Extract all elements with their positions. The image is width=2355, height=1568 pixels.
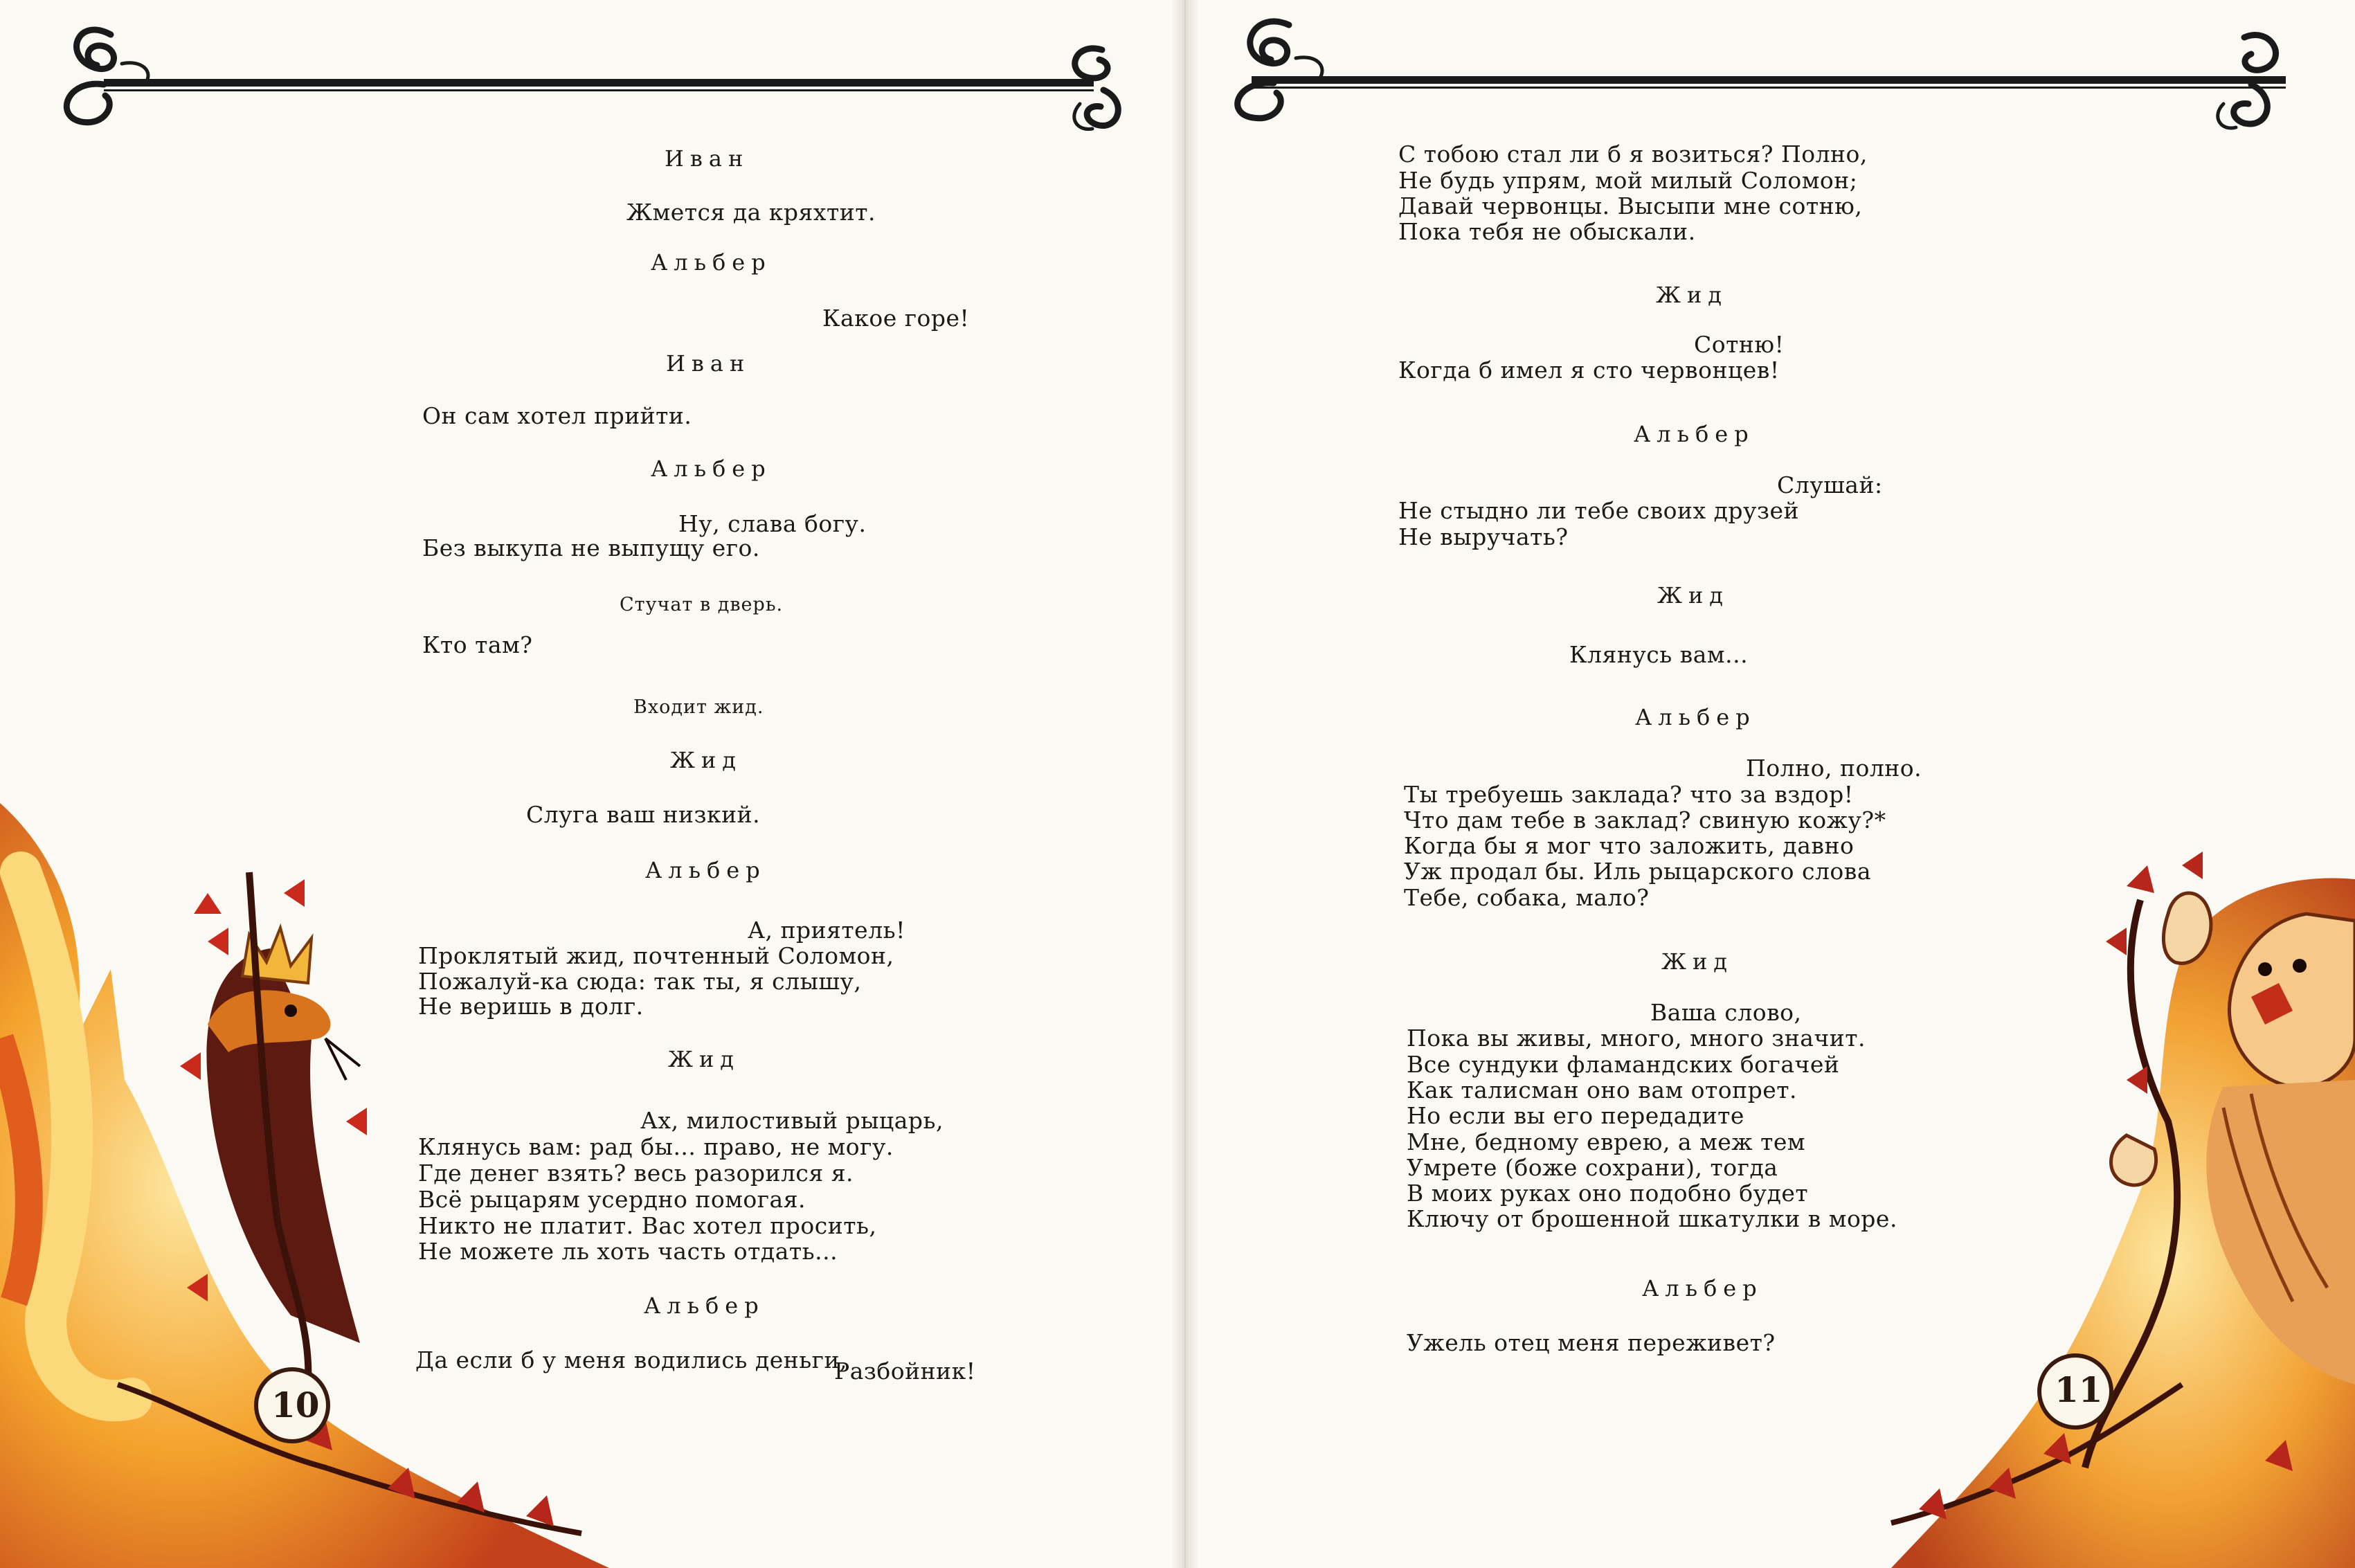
- dialogue-line: Полно, полно.: [1746, 755, 1922, 782]
- page-number: 10: [271, 1385, 320, 1425]
- speaker-label: Альбер: [645, 857, 766, 883]
- dialogue-line: Слуга ваш низкий.: [526, 801, 761, 828]
- book-gutter: [1171, 0, 1199, 1568]
- speaker-label: Альбер: [1642, 1275, 1763, 1301]
- dialogue-line: Разбойник!: [834, 1358, 976, 1385]
- dialogue-line: Где денег взять? весь разорился я.: [418, 1160, 854, 1187]
- dialogue-line: Клянусь вам...: [1569, 641, 1749, 668]
- dialogue-line: Без выкупа не выпущу его.: [422, 534, 760, 561]
- dialogue-line: Проклятый жид, почтенный Соломон,: [418, 942, 894, 969]
- dialogue-line: Ну, слава богу.: [678, 510, 867, 537]
- speaker-label: Альбер: [1635, 704, 1756, 730]
- speaker-label: Альбер: [651, 456, 772, 482]
- dialogue-line: Сотню!: [1694, 331, 1785, 358]
- speaker-label: Иван: [665, 145, 750, 172]
- dialogue-line: Но если вы его передадите: [1407, 1102, 1744, 1129]
- dialogue-line: Какое горе!: [822, 305, 970, 332]
- dialogue-line: Не стыдно ли тебе своих друзей: [1398, 497, 1799, 524]
- dialogue-line: Когда б имел я сто червонцев!: [1398, 357, 1780, 384]
- speaker-label: Жид: [1656, 282, 1728, 308]
- dialogue-line: Когда бы я мог что заложить, давно: [1404, 832, 1855, 859]
- dialogue-line: Уж продал бы. Иль рыцарского слова: [1404, 858, 1872, 885]
- speaker-label: Жид: [1661, 948, 1733, 975]
- dialogue-line: Ключу от брошенной шкатулки в море.: [1407, 1205, 1897, 1232]
- dialogue-line: Всё рыцарям усердно помогая.: [418, 1186, 806, 1213]
- dialogue-line: Не веришь в долг.: [418, 993, 644, 1020]
- speaker-label: Жид: [1657, 582, 1729, 609]
- dialogue-line: В моих руках оно подобно будет: [1407, 1180, 1809, 1207]
- dialogue-line: Все сундуки фламандских богачей: [1407, 1051, 1840, 1078]
- dialogue-line: А, приятель!: [748, 917, 905, 944]
- speaker-label: Жид: [668, 1046, 740, 1072]
- dialogue-line: Тебе, собака, мало?: [1404, 884, 1650, 911]
- dialogue-line: Жмется да кряхтит.: [626, 199, 876, 226]
- stage-direction: Стучат в дверь.: [620, 594, 784, 615]
- dialogue-line: Не выручать?: [1398, 523, 1569, 550]
- dialogue-line: Мне, бедному еврею, а меж тем: [1407, 1128, 1806, 1155]
- speaker-label: Жид: [670, 747, 742, 773]
- dialogue-line: Что дам тебе в заклад? свиную кожу?*: [1404, 806, 1886, 833]
- dialogue-line: Ты требуешь заклада? что за вздор!: [1404, 781, 1854, 808]
- dialogue-line: Пожалуй-ка сюда: так ты, я слышу,: [418, 968, 862, 995]
- dialogue-line: Как талисман оно вам отопрет.: [1407, 1076, 1798, 1103]
- dialogue-line: Никто не платит. Вас хотел просить,: [418, 1212, 877, 1239]
- dialogue-line: Давай червонцы. Высыпи мне сотню,: [1398, 192, 1863, 219]
- dialogue-line: Умрете (боже сохрани), тогда: [1407, 1154, 1778, 1181]
- stage-direction: Входит жид.: [633, 696, 764, 718]
- dialogue-line: Ваша слово,: [1650, 999, 1802, 1026]
- dialogue-line: С тобою стал ли б я возиться? Полно,: [1398, 141, 1868, 168]
- dialogue-line: Пока вы живы, много, много значит.: [1407, 1025, 1866, 1052]
- dialogue-line: Ужель отец меня переживет?: [1407, 1329, 1776, 1356]
- dialogue-line: Ах, милостивый рыцарь,: [640, 1107, 944, 1134]
- dialogue-line: Слушай:: [1777, 471, 1883, 498]
- dialogue-line: Кто там?: [422, 631, 533, 658]
- dialogue-line: Он сам хотел прийти.: [422, 402, 692, 429]
- right-page: [1185, 0, 2355, 1568]
- dialogue-line: Да если б у меня водились деньги,: [415, 1346, 847, 1373]
- dialogue-line: Клянусь вам: рад бы... право, не могу.: [418, 1133, 894, 1160]
- speaker-label: Альбер: [644, 1292, 765, 1319]
- page-number: 11: [2055, 1369, 2103, 1410]
- speaker-label: Иван: [666, 350, 751, 377]
- speaker-label: Альбер: [1634, 421, 1755, 447]
- dialogue-line: Пока тебя не обыскали.: [1398, 218, 1696, 245]
- dialogue-line: Не можете ль хоть часть отдать...: [418, 1238, 838, 1265]
- dialogue-line: Не будь упрям, мой милый Соломон;: [1398, 167, 1858, 194]
- speaker-label: Альбер: [651, 249, 772, 276]
